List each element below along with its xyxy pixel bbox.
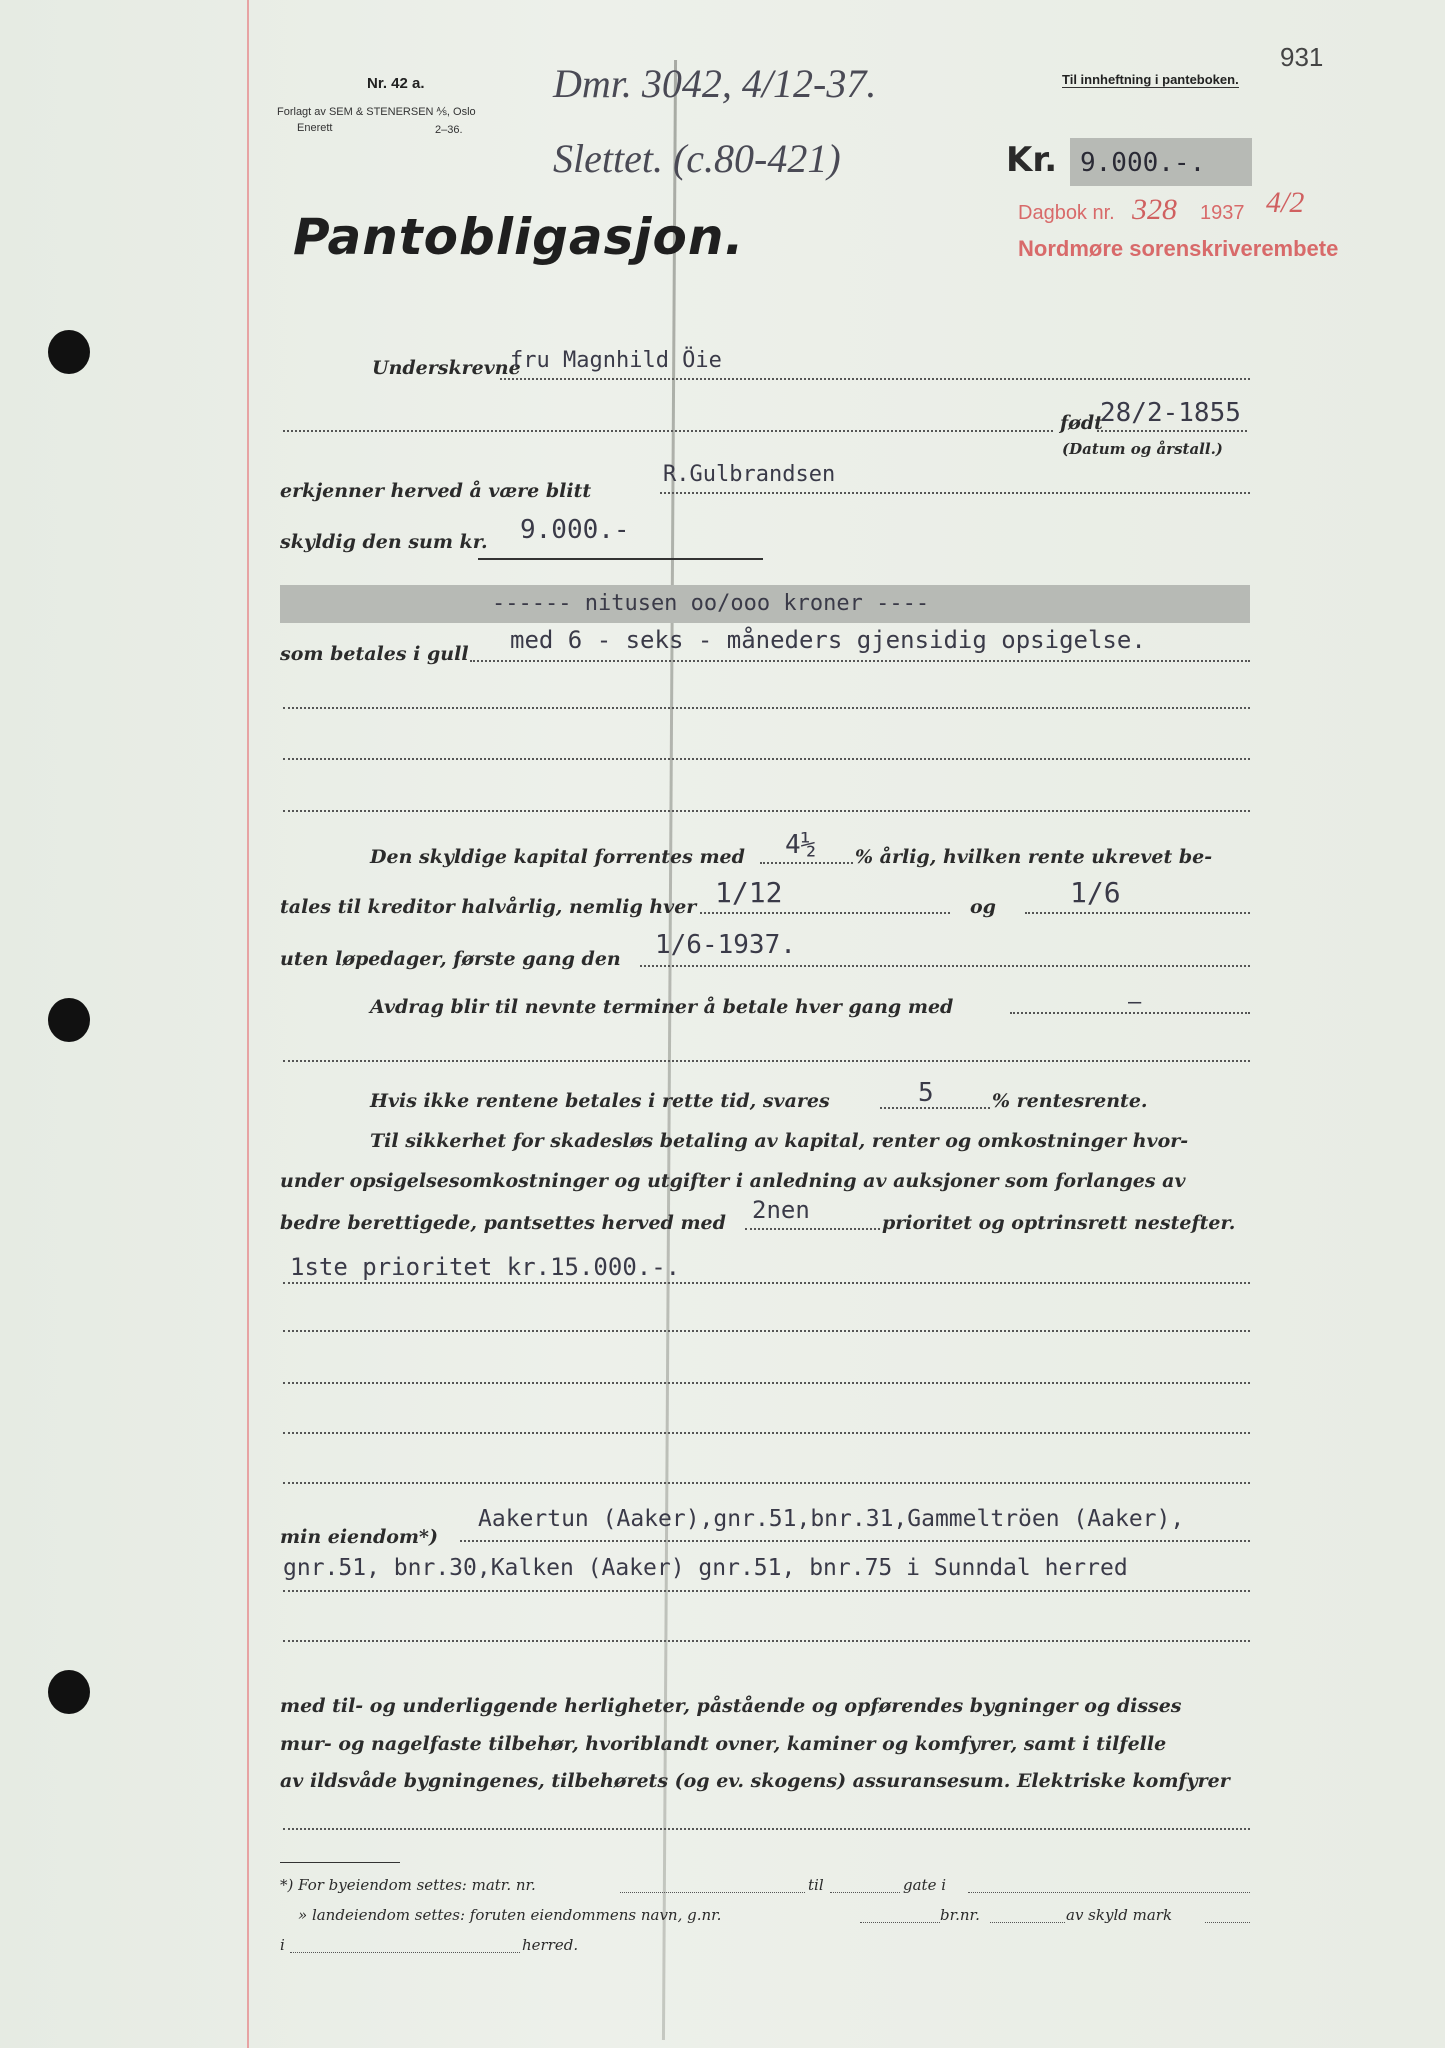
- publisher-enerett: Enerett: [297, 122, 333, 134]
- property-label: min eiendom*): [280, 1526, 438, 1548]
- margin-rule: [247, 0, 249, 2048]
- dotted-line: [283, 1382, 1250, 1384]
- born-label: født: [1060, 412, 1103, 434]
- dotted-line: [283, 430, 1053, 432]
- clause-line-3: av ildsvåde bygningenes, tilbehørets (og ev. skogens) assuransesum. Elektriske komfyrer: [280, 1770, 1230, 1792]
- security-line-3-suffix: prioritet og optrinsrett nestefter.: [882, 1212, 1236, 1234]
- dotted-line: [290, 1952, 520, 1953]
- interest-prefix: Den skyldige kapital forrentes med: [370, 846, 745, 868]
- sum-words: ------ nitusen oo/ooo kroner ----: [492, 591, 930, 616]
- footnote-gate: gate i: [903, 1876, 947, 1894]
- stamp-year: 1937: [1200, 202, 1245, 224]
- footnote-rule: [280, 1862, 400, 1863]
- security-priority-value: 2nen: [752, 1196, 810, 1224]
- form-number: Nr. 42 a.: [367, 75, 425, 92]
- dotted-line: [1205, 1922, 1250, 1923]
- dotted-line: [470, 660, 1250, 662]
- clause-line-1: med til- og underliggende herligheter, påstående og opførendes bygninger og disses: [280, 1695, 1182, 1717]
- publisher-date: 2–36.: [435, 124, 463, 136]
- footnote-line-2: » landeiendom settes: foruten eiendommens navn, g.nr.: [298, 1906, 722, 1924]
- dotted-line: [830, 1892, 900, 1893]
- footnote-line-3: i: [280, 1936, 285, 1954]
- dotted-line: [283, 1432, 1250, 1434]
- dotted-line: [620, 1892, 805, 1893]
- avdrag-text: Avdrag blir til nevnte terminer å betale hver gang med: [370, 996, 954, 1018]
- punch-hole-top: [48, 330, 90, 374]
- dotted-line: [700, 912, 950, 914]
- footnote-line-1: *) For byeiendom settes: matr. nr.: [280, 1876, 536, 1894]
- publisher-line: Forlagt av SEM & STENERSEN ⅍, Oslo: [277, 106, 476, 118]
- dotted-line: [968, 1892, 1250, 1893]
- dotted-line: [1025, 912, 1250, 914]
- halfyear-date-2: 1/6: [1070, 876, 1121, 909]
- dotted-line: [745, 1228, 880, 1230]
- stamp-office: Nordmøre sorenskriverembete: [1018, 236, 1339, 261]
- dotted-line: [283, 1330, 1250, 1332]
- undersigned-value: fru Magnhild Öie: [510, 348, 722, 373]
- footnote-herred: herred.: [522, 1936, 579, 1954]
- sum-label: skyldig den sum kr.: [280, 531, 488, 553]
- dotted-line: [760, 862, 853, 864]
- undersigned-label: Underskrevne: [372, 357, 521, 379]
- dotted-line: [860, 1922, 940, 1923]
- dotted-line: [283, 707, 1250, 709]
- stamp-date: 4/2: [1266, 186, 1305, 219]
- dotted-line: [1097, 430, 1247, 432]
- footnote-brnr: br.nr.: [940, 1906, 980, 1924]
- property-line-1: Aakertun (Aaker),gnr.51,bnr.31,Gammeltröen (Aaker),: [478, 1506, 1185, 1532]
- page-number: 931: [1280, 42, 1324, 72]
- property-line-2: gnr.51, bnr.30,Kalken (Aaker) gnr.51, bnr.75 i Sunndal herred: [283, 1555, 1128, 1581]
- dotted-line: [880, 1107, 990, 1109]
- halfyear-prefix: tales til kreditor halvårlig, nemlig hver: [280, 896, 697, 918]
- first-payment-value: 1/6-1937.: [655, 930, 796, 960]
- penalty-prefix: Hvis ikke rentene betales i rette tid, svares: [370, 1090, 830, 1112]
- filing-note: Til innheftning i panteboken.: [1062, 72, 1239, 87]
- penalty-suffix: % rentesrente.: [992, 1090, 1148, 1112]
- punch-hole-bottom: [48, 1670, 90, 1714]
- born-hint: (Datum og årstall.): [1062, 440, 1223, 458]
- avdrag-value: —: [1128, 990, 1142, 1015]
- punch-hole-middle: [48, 998, 90, 1042]
- dotted-line: [283, 1282, 1250, 1284]
- stamp-dagbok-label: Dagbok nr.: [1018, 202, 1115, 224]
- document-title: Pantobligasjon.: [293, 208, 745, 266]
- handwritten-deleted-note: Slettet. (c.80-421): [553, 136, 841, 181]
- interest-suffix: % årlig, hvilken rente ukrevet be-: [855, 846, 1213, 868]
- security-line-3-prefix: bedre berettigede, pantsettes herved med: [280, 1212, 726, 1234]
- dotted-line: [283, 1060, 1250, 1062]
- born-value: 28/2-1855: [1100, 398, 1241, 428]
- dotted-line: [283, 1590, 1250, 1592]
- dotted-line: [640, 965, 1250, 967]
- sum-underline: [478, 558, 763, 560]
- penalty-value: 5: [918, 1078, 934, 1108]
- amount-value: 9.000.-.: [1080, 148, 1206, 178]
- stamp-dagbok-number: 328: [1132, 193, 1177, 226]
- payment-value: med 6 - seks - måneders gjensidig opsigelse.: [510, 626, 1146, 654]
- dotted-line: [500, 378, 1250, 380]
- dotted-line: [283, 810, 1250, 812]
- clause-line-2: mur- og nagelfaste tilbehør, hvoriblandt ovner, kaminer og komfyrer, samt i tilfelle: [280, 1733, 1167, 1755]
- payment-label: som betales i gull: [280, 643, 469, 665]
- security-line-1: Til sikkerhet for skadesløs betaling av kapital, renter og omkostninger hvor-: [370, 1130, 1189, 1152]
- prior-lien: 1ste prioritet kr.15.000.-.: [290, 1253, 681, 1281]
- interest-value: 4½: [785, 830, 817, 860]
- dotted-line: [990, 1922, 1065, 1923]
- dotted-line: [283, 1482, 1250, 1484]
- footnote-til: til: [808, 1876, 824, 1894]
- dotted-line: [660, 492, 1250, 494]
- sum-value: 9.000.-: [520, 515, 630, 545]
- security-line-2: under opsigelsesomkostninger og utgifter i anledning av auksjoner som forlanges av: [280, 1170, 1186, 1192]
- amount-label: Kr.: [1006, 140, 1058, 180]
- dotted-line: [460, 1540, 1250, 1542]
- creditor-value: R.Gulbrandsen: [663, 462, 836, 487]
- dotted-line: [283, 758, 1250, 760]
- creditor-label: erkjenner herved å være blitt: [280, 480, 592, 502]
- footnote-skyld: av skyld mark: [1066, 1906, 1173, 1924]
- dotted-line: [283, 1828, 1250, 1830]
- dotted-line: [283, 1640, 1250, 1642]
- first-payment-prefix: uten løpedager, første gang den: [280, 948, 621, 970]
- handwritten-registration: Dmr. 3042, 4/12-37.: [553, 61, 877, 106]
- halfyear-og: og: [970, 896, 996, 918]
- halfyear-date-1: 1/12: [715, 876, 783, 909]
